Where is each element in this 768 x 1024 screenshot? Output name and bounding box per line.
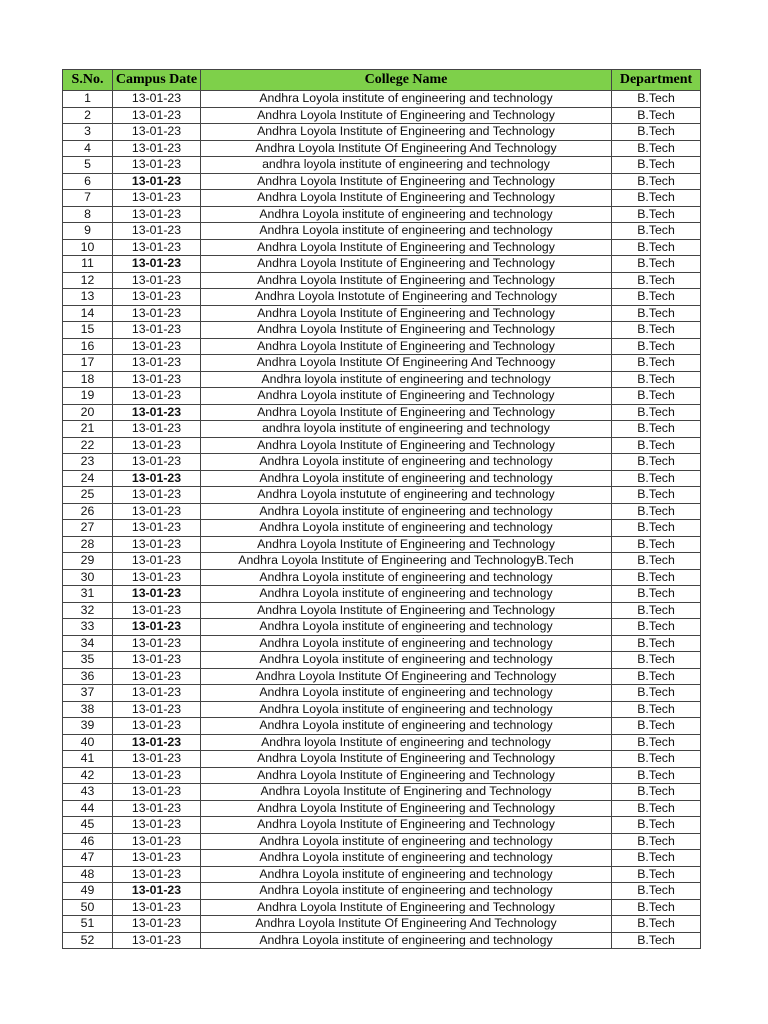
- table-row: [63, 157, 701, 174]
- cell-sno: 43: [63, 784, 113, 801]
- cell-sno: 3: [63, 124, 113, 141]
- cell-college-name: Andhra Loyola institute of engineering and technology: [201, 586, 612, 603]
- cell-college-name: Andhra Loyola institute of engineering and technology: [201, 701, 612, 718]
- cell-sno: 39: [63, 718, 113, 735]
- cell-sno: 17: [63, 355, 113, 372]
- cell-department: B.Tech: [612, 685, 701, 702]
- cell-college-name: Andhra Loyola institute of engineering and technology: [201, 206, 612, 223]
- cell-department: B.Tech: [612, 652, 701, 669]
- cell-sno: 31: [63, 586, 113, 603]
- table-row: [63, 470, 701, 487]
- cell-college-name: Andhra Loyola institute of engineering and technology: [201, 932, 612, 949]
- table-row: [63, 421, 701, 438]
- cell-department: B.Tech: [612, 751, 701, 768]
- cell-campus-date: 13-01-23: [113, 256, 201, 273]
- cell-sno: 25: [63, 487, 113, 504]
- cell-department: B.Tech: [612, 107, 701, 124]
- cell-campus-date: 13-01-23: [113, 586, 201, 603]
- cell-college-name: Andhra Loyola Institute of Engineering and Technology: [201, 338, 612, 355]
- cell-college-name: Andhra Loyola institute of engineering and technology: [201, 503, 612, 520]
- cell-college-name: andhra loyola institute of engineering and technology: [201, 157, 612, 174]
- student-table: [62, 69, 701, 949]
- cell-department: B.Tech: [612, 668, 701, 685]
- cell-campus-date: 13-01-23: [113, 487, 201, 504]
- cell-department: B.Tech: [612, 140, 701, 157]
- cell-sno: 32: [63, 602, 113, 619]
- cell-campus-date: 13-01-23: [113, 536, 201, 553]
- cell-college-name: andhra loyola institute of engineering and technology: [201, 421, 612, 438]
- table-row: [63, 239, 701, 256]
- cell-sno: 19: [63, 388, 113, 405]
- cell-sno: 51: [63, 916, 113, 933]
- cell-college-name: Andhra Loyola Institute of Engineering and Technology: [201, 190, 612, 207]
- cell-college-name: Andhra Loyola Institute of Engineering and Technology: [201, 256, 612, 273]
- cell-college-name: Andhra Loyola Institute of Enginering and Technology: [201, 784, 612, 801]
- cell-department: B.Tech: [612, 701, 701, 718]
- cell-department: B.Tech: [612, 371, 701, 388]
- cell-college-name: Andhra Loyola Institute Of Engineering And Technoogy: [201, 355, 612, 372]
- cell-campus-date: 13-01-23: [113, 635, 201, 652]
- cell-college-name: Andhra Loyola institute of engineering and technology: [201, 685, 612, 702]
- table-row: [63, 569, 701, 586]
- cell-campus-date: 13-01-23: [113, 652, 201, 669]
- cell-sno: 36: [63, 668, 113, 685]
- cell-campus-date: 13-01-23: [113, 272, 201, 289]
- cell-sno: 38: [63, 701, 113, 718]
- cell-college-name: Andhra Loyola institute of engineering and technology: [201, 652, 612, 669]
- cell-sno: 28: [63, 536, 113, 553]
- cell-college-name: Andhra Loyola institute of engineering and technology: [201, 569, 612, 586]
- cell-department: B.Tech: [612, 569, 701, 586]
- cell-campus-date: 13-01-23: [113, 932, 201, 949]
- table-row: [63, 619, 701, 636]
- cell-department: B.Tech: [612, 817, 701, 834]
- cell-department: B.Tech: [612, 338, 701, 355]
- cell-department: B.Tech: [612, 734, 701, 751]
- cell-sno: 47: [63, 850, 113, 867]
- cell-campus-date: 13-01-23: [113, 124, 201, 141]
- table-row: [63, 140, 701, 157]
- cell-campus-date: 13-01-23: [113, 388, 201, 405]
- cell-sno: 13: [63, 289, 113, 306]
- table-row: [63, 190, 701, 207]
- cell-campus-date: 13-01-23: [113, 520, 201, 537]
- cell-department: B.Tech: [612, 635, 701, 652]
- cell-college-name: Andhra Loyola Institute of Engineering and Technology: [201, 899, 612, 916]
- table-header: [63, 70, 701, 91]
- cell-college-name: Andhra Loyola Institute of Engineering and Technology: [201, 173, 612, 190]
- cell-department: B.Tech: [612, 437, 701, 454]
- cell-campus-date: 13-01-23: [113, 470, 201, 487]
- cell-campus-date: 13-01-23: [113, 503, 201, 520]
- table-row: [63, 586, 701, 603]
- cell-college-name: Andhra Loyola institute of engineering and technology: [201, 619, 612, 636]
- cell-department: B.Tech: [612, 355, 701, 372]
- cell-department: B.Tech: [612, 899, 701, 916]
- cell-campus-date: 13-01-23: [113, 371, 201, 388]
- cell-campus-date: 13-01-23: [113, 91, 201, 108]
- cell-college-name: Andhra loyola Institute of engineering and technology: [201, 734, 612, 751]
- table-row: [63, 800, 701, 817]
- cell-campus-date: 13-01-23: [113, 338, 201, 355]
- cell-sno: 5: [63, 157, 113, 174]
- cell-campus-date: 13-01-23: [113, 553, 201, 570]
- cell-campus-date: 13-01-23: [113, 322, 201, 339]
- cell-campus-date: 13-01-23: [113, 899, 201, 916]
- table-row: [63, 487, 701, 504]
- cell-campus-date: 13-01-23: [113, 305, 201, 322]
- cell-campus-date: 13-01-23: [113, 223, 201, 240]
- table-row: [63, 685, 701, 702]
- cell-department: B.Tech: [612, 223, 701, 240]
- cell-department: B.Tech: [612, 190, 701, 207]
- cell-department: B.Tech: [612, 454, 701, 471]
- cell-department: B.Tech: [612, 256, 701, 273]
- cell-sno: 29: [63, 553, 113, 570]
- table-row: [63, 850, 701, 867]
- cell-department: B.Tech: [612, 272, 701, 289]
- cell-campus-date: 13-01-23: [113, 784, 201, 801]
- cell-sno: 1: [63, 91, 113, 108]
- cell-department: B.Tech: [612, 619, 701, 636]
- cell-campus-date: 13-01-23: [113, 437, 201, 454]
- cell-campus-date: 13-01-23: [113, 454, 201, 471]
- table-row: [63, 932, 701, 949]
- cell-sno: 45: [63, 817, 113, 834]
- table-row: [63, 272, 701, 289]
- table-row: [63, 388, 701, 405]
- table-row: [63, 289, 701, 306]
- cell-college-name: Andhra Loyola instutute of engineering and technology: [201, 487, 612, 504]
- table-row: [63, 833, 701, 850]
- cell-campus-date: 13-01-23: [113, 190, 201, 207]
- cell-department: B.Tech: [612, 124, 701, 141]
- cell-department: B.Tech: [612, 850, 701, 867]
- cell-department: B.Tech: [612, 536, 701, 553]
- cell-college-name: Andhra Loyola Institute of Engineering and Technology: [201, 305, 612, 322]
- cell-sno: 34: [63, 635, 113, 652]
- cell-department: B.Tech: [612, 487, 701, 504]
- table-body: [63, 91, 701, 949]
- cell-sno: 30: [63, 569, 113, 586]
- cell-sno: 48: [63, 866, 113, 883]
- cell-sno: 49: [63, 883, 113, 900]
- cell-department: B.Tech: [612, 421, 701, 438]
- table-row: [63, 206, 701, 223]
- cell-college-name: Andhra Loyola Institute of Engineering and Technology: [201, 124, 612, 141]
- cell-sno: 21: [63, 421, 113, 438]
- cell-department: B.Tech: [612, 322, 701, 339]
- cell-college-name: Andhra Loyola Institute of Engineering and Technology: [201, 437, 612, 454]
- cell-sno: 26: [63, 503, 113, 520]
- cell-sno: 16: [63, 338, 113, 355]
- cell-college-name: Andhra Loyola Institute Of Engineering and Technology: [201, 668, 612, 685]
- cell-campus-date: 13-01-23: [113, 602, 201, 619]
- cell-department: B.Tech: [612, 404, 701, 421]
- cell-college-name: Andhra Loyola institute of engineering and technology: [201, 883, 612, 900]
- cell-sno: 44: [63, 800, 113, 817]
- cell-campus-date: 13-01-23: [113, 883, 201, 900]
- table-row: [63, 124, 701, 141]
- cell-sno: 50: [63, 899, 113, 916]
- cell-department: B.Tech: [612, 800, 701, 817]
- cell-department: B.Tech: [612, 520, 701, 537]
- cell-college-name: Andhra Loyola Institute of Engineering and TechnologyB.Tech: [201, 553, 612, 570]
- table-row: [63, 338, 701, 355]
- table-row: [63, 751, 701, 768]
- cell-sno: 24: [63, 470, 113, 487]
- cell-campus-date: 13-01-23: [113, 289, 201, 306]
- cell-campus-date: 13-01-23: [113, 619, 201, 636]
- table-row: [63, 404, 701, 421]
- table-row: [63, 520, 701, 537]
- cell-sno: 35: [63, 652, 113, 669]
- cell-department: B.Tech: [612, 470, 701, 487]
- table-row: [63, 635, 701, 652]
- table-row: [63, 701, 701, 718]
- cell-department: B.Tech: [612, 91, 701, 108]
- cell-department: B.Tech: [612, 553, 701, 570]
- cell-campus-date: 13-01-23: [113, 800, 201, 817]
- cell-sno: 20: [63, 404, 113, 421]
- table-row: [63, 91, 701, 108]
- cell-department: B.Tech: [612, 784, 701, 801]
- cell-department: B.Tech: [612, 157, 701, 174]
- cell-sno: 15: [63, 322, 113, 339]
- cell-department: B.Tech: [612, 586, 701, 603]
- cell-campus-date: 13-01-23: [113, 404, 201, 421]
- cell-sno: 8: [63, 206, 113, 223]
- cell-sno: 11: [63, 256, 113, 273]
- table-row: [63, 305, 701, 322]
- cell-campus-date: 13-01-23: [113, 833, 201, 850]
- table-row: [63, 866, 701, 883]
- cell-college-name: Andhra Loyola institute of engineering and technology: [201, 718, 612, 735]
- cell-campus-date: 13-01-23: [113, 751, 201, 768]
- cell-sno: 10: [63, 239, 113, 256]
- cell-campus-date: 13-01-23: [113, 701, 201, 718]
- header-row: [63, 70, 701, 91]
- cell-department: B.Tech: [612, 932, 701, 949]
- cell-campus-date: 13-01-23: [113, 817, 201, 834]
- table-row: [63, 173, 701, 190]
- cell-campus-date: 13-01-23: [113, 421, 201, 438]
- cell-college-name: Andhra Loyola institute of engineering and technology: [201, 833, 612, 850]
- cell-department: B.Tech: [612, 602, 701, 619]
- table-row: [63, 718, 701, 735]
- cell-department: B.Tech: [612, 503, 701, 520]
- cell-campus-date: 13-01-23: [113, 107, 201, 124]
- cell-college-name: Andhra Loyola institute of engineering and technology: [201, 866, 612, 883]
- table-row: [63, 256, 701, 273]
- cell-college-name: Andhra Loyola Institute of Engineering and Technology: [201, 751, 612, 768]
- cell-college-name: Andhra Loyola institute of engineering and technology: [201, 454, 612, 471]
- cell-sno: 22: [63, 437, 113, 454]
- table-row: [63, 107, 701, 124]
- table-row: [63, 734, 701, 751]
- cell-campus-date: 13-01-23: [113, 916, 201, 933]
- table-row: [63, 371, 701, 388]
- cell-sno: 52: [63, 932, 113, 949]
- table-row: [63, 602, 701, 619]
- cell-sno: 27: [63, 520, 113, 537]
- table-row: [63, 767, 701, 784]
- cell-sno: 7: [63, 190, 113, 207]
- table-row: [63, 454, 701, 471]
- cell-college-name: Andhra Loyola institute of engineering and technology: [201, 850, 612, 867]
- table-row: [63, 223, 701, 240]
- cell-college-name: Andhra Loyola institute of engineering and technology: [201, 470, 612, 487]
- cell-college-name: Andhra Loyola Institute of Engineering and Technology: [201, 322, 612, 339]
- cell-campus-date: 13-01-23: [113, 718, 201, 735]
- cell-campus-date: 13-01-23: [113, 173, 201, 190]
- table-row: [63, 322, 701, 339]
- cell-college-name: Andhra Loyola Institute of Engineering and Technology: [201, 817, 612, 834]
- cell-campus-date: 13-01-23: [113, 866, 201, 883]
- cell-sno: 33: [63, 619, 113, 636]
- cell-sno: 9: [63, 223, 113, 240]
- cell-college-name: Andhra Loyola Institute of Engineering and Technology: [201, 536, 612, 553]
- cell-campus-date: 13-01-23: [113, 206, 201, 223]
- cell-sno: 37: [63, 685, 113, 702]
- cell-sno: 2: [63, 107, 113, 124]
- cell-college-name: Andhra Loyola institute of Engineering and Technology: [201, 388, 612, 405]
- cell-campus-date: 13-01-23: [113, 668, 201, 685]
- cell-department: B.Tech: [612, 718, 701, 735]
- cell-department: B.Tech: [612, 289, 701, 306]
- table-row: [63, 652, 701, 669]
- cell-college-name: Andhra Loyola Institute of Engineering and Technology: [201, 767, 612, 784]
- cell-sno: 18: [63, 371, 113, 388]
- cell-campus-date: 13-01-23: [113, 355, 201, 372]
- cell-campus-date: 13-01-23: [113, 569, 201, 586]
- cell-campus-date: 13-01-23: [113, 734, 201, 751]
- cell-college-name: Andhra Loyola Institute of Engineering and Technology: [201, 239, 612, 256]
- cell-college-name: Andhra Loyola institute of engineering and technology: [201, 520, 612, 537]
- cell-college-name: Andhra Loyola Institute of Engineering and Technology: [201, 404, 612, 421]
- cell-campus-date: 13-01-23: [113, 140, 201, 157]
- cell-campus-date: 13-01-23: [113, 157, 201, 174]
- cell-sno: 46: [63, 833, 113, 850]
- cell-sno: 4: [63, 140, 113, 157]
- cell-department: B.Tech: [612, 767, 701, 784]
- cell-college-name: Andhra Loyola institute of engineering and technology: [201, 635, 612, 652]
- cell-college-name: Andhra loyola institute of engineering and technology: [201, 371, 612, 388]
- table-row: [63, 883, 701, 900]
- header-campus-date: Campus Date: [113, 70, 201, 91]
- table-row: [63, 817, 701, 834]
- cell-department: B.Tech: [612, 866, 701, 883]
- cell-sno: 14: [63, 305, 113, 322]
- cell-college-name: Andhra Loyola Institute of Engineering and Technology: [201, 107, 612, 124]
- cell-department: B.Tech: [612, 305, 701, 322]
- cell-college-name: Andhra Loyola Instotute of Engineering and Technology: [201, 289, 612, 306]
- cell-department: B.Tech: [612, 883, 701, 900]
- cell-campus-date: 13-01-23: [113, 850, 201, 867]
- cell-college-name: Andhra Loyola institute of engineering and technology: [201, 91, 612, 108]
- table-row: [63, 355, 701, 372]
- cell-sno: 40: [63, 734, 113, 751]
- table-row: [63, 503, 701, 520]
- cell-sno: 6: [63, 173, 113, 190]
- cell-sno: 42: [63, 767, 113, 784]
- table-row: [63, 916, 701, 933]
- header-sno: S.No.: [63, 70, 113, 91]
- table-row: [63, 437, 701, 454]
- cell-sno: 41: [63, 751, 113, 768]
- cell-college-name: Andhra Loyola Institute of Engineering and Technology: [201, 602, 612, 619]
- cell-campus-date: 13-01-23: [113, 767, 201, 784]
- cell-college-name: Andhra Loyola Institute Of Engineering And Technology: [201, 916, 612, 933]
- cell-department: B.Tech: [612, 173, 701, 190]
- cell-campus-date: 13-01-23: [113, 239, 201, 256]
- header-department: Department: [612, 70, 701, 91]
- table-row: [63, 899, 701, 916]
- cell-department: B.Tech: [612, 916, 701, 933]
- cell-sno: 12: [63, 272, 113, 289]
- cell-college-name: Andhra Loyola Institute of Engineering and Technology: [201, 800, 612, 817]
- cell-college-name: Andhra Loyola Institute Of Engineering And Technology: [201, 140, 612, 157]
- cell-sno: 23: [63, 454, 113, 471]
- cell-department: B.Tech: [612, 388, 701, 405]
- cell-campus-date: 13-01-23: [113, 685, 201, 702]
- cell-department: B.Tech: [612, 239, 701, 256]
- header-college-name: College Name: [201, 70, 612, 91]
- table-row: [63, 784, 701, 801]
- cell-department: B.Tech: [612, 833, 701, 850]
- cell-college-name: Andhra Loyola institute of engineering and technology: [201, 223, 612, 240]
- cell-department: B.Tech: [612, 206, 701, 223]
- cell-college-name: Andhra Loyola Institute of Engineering and Technology: [201, 272, 612, 289]
- table-row: [63, 668, 701, 685]
- table-row: [63, 553, 701, 570]
- table-row: [63, 536, 701, 553]
